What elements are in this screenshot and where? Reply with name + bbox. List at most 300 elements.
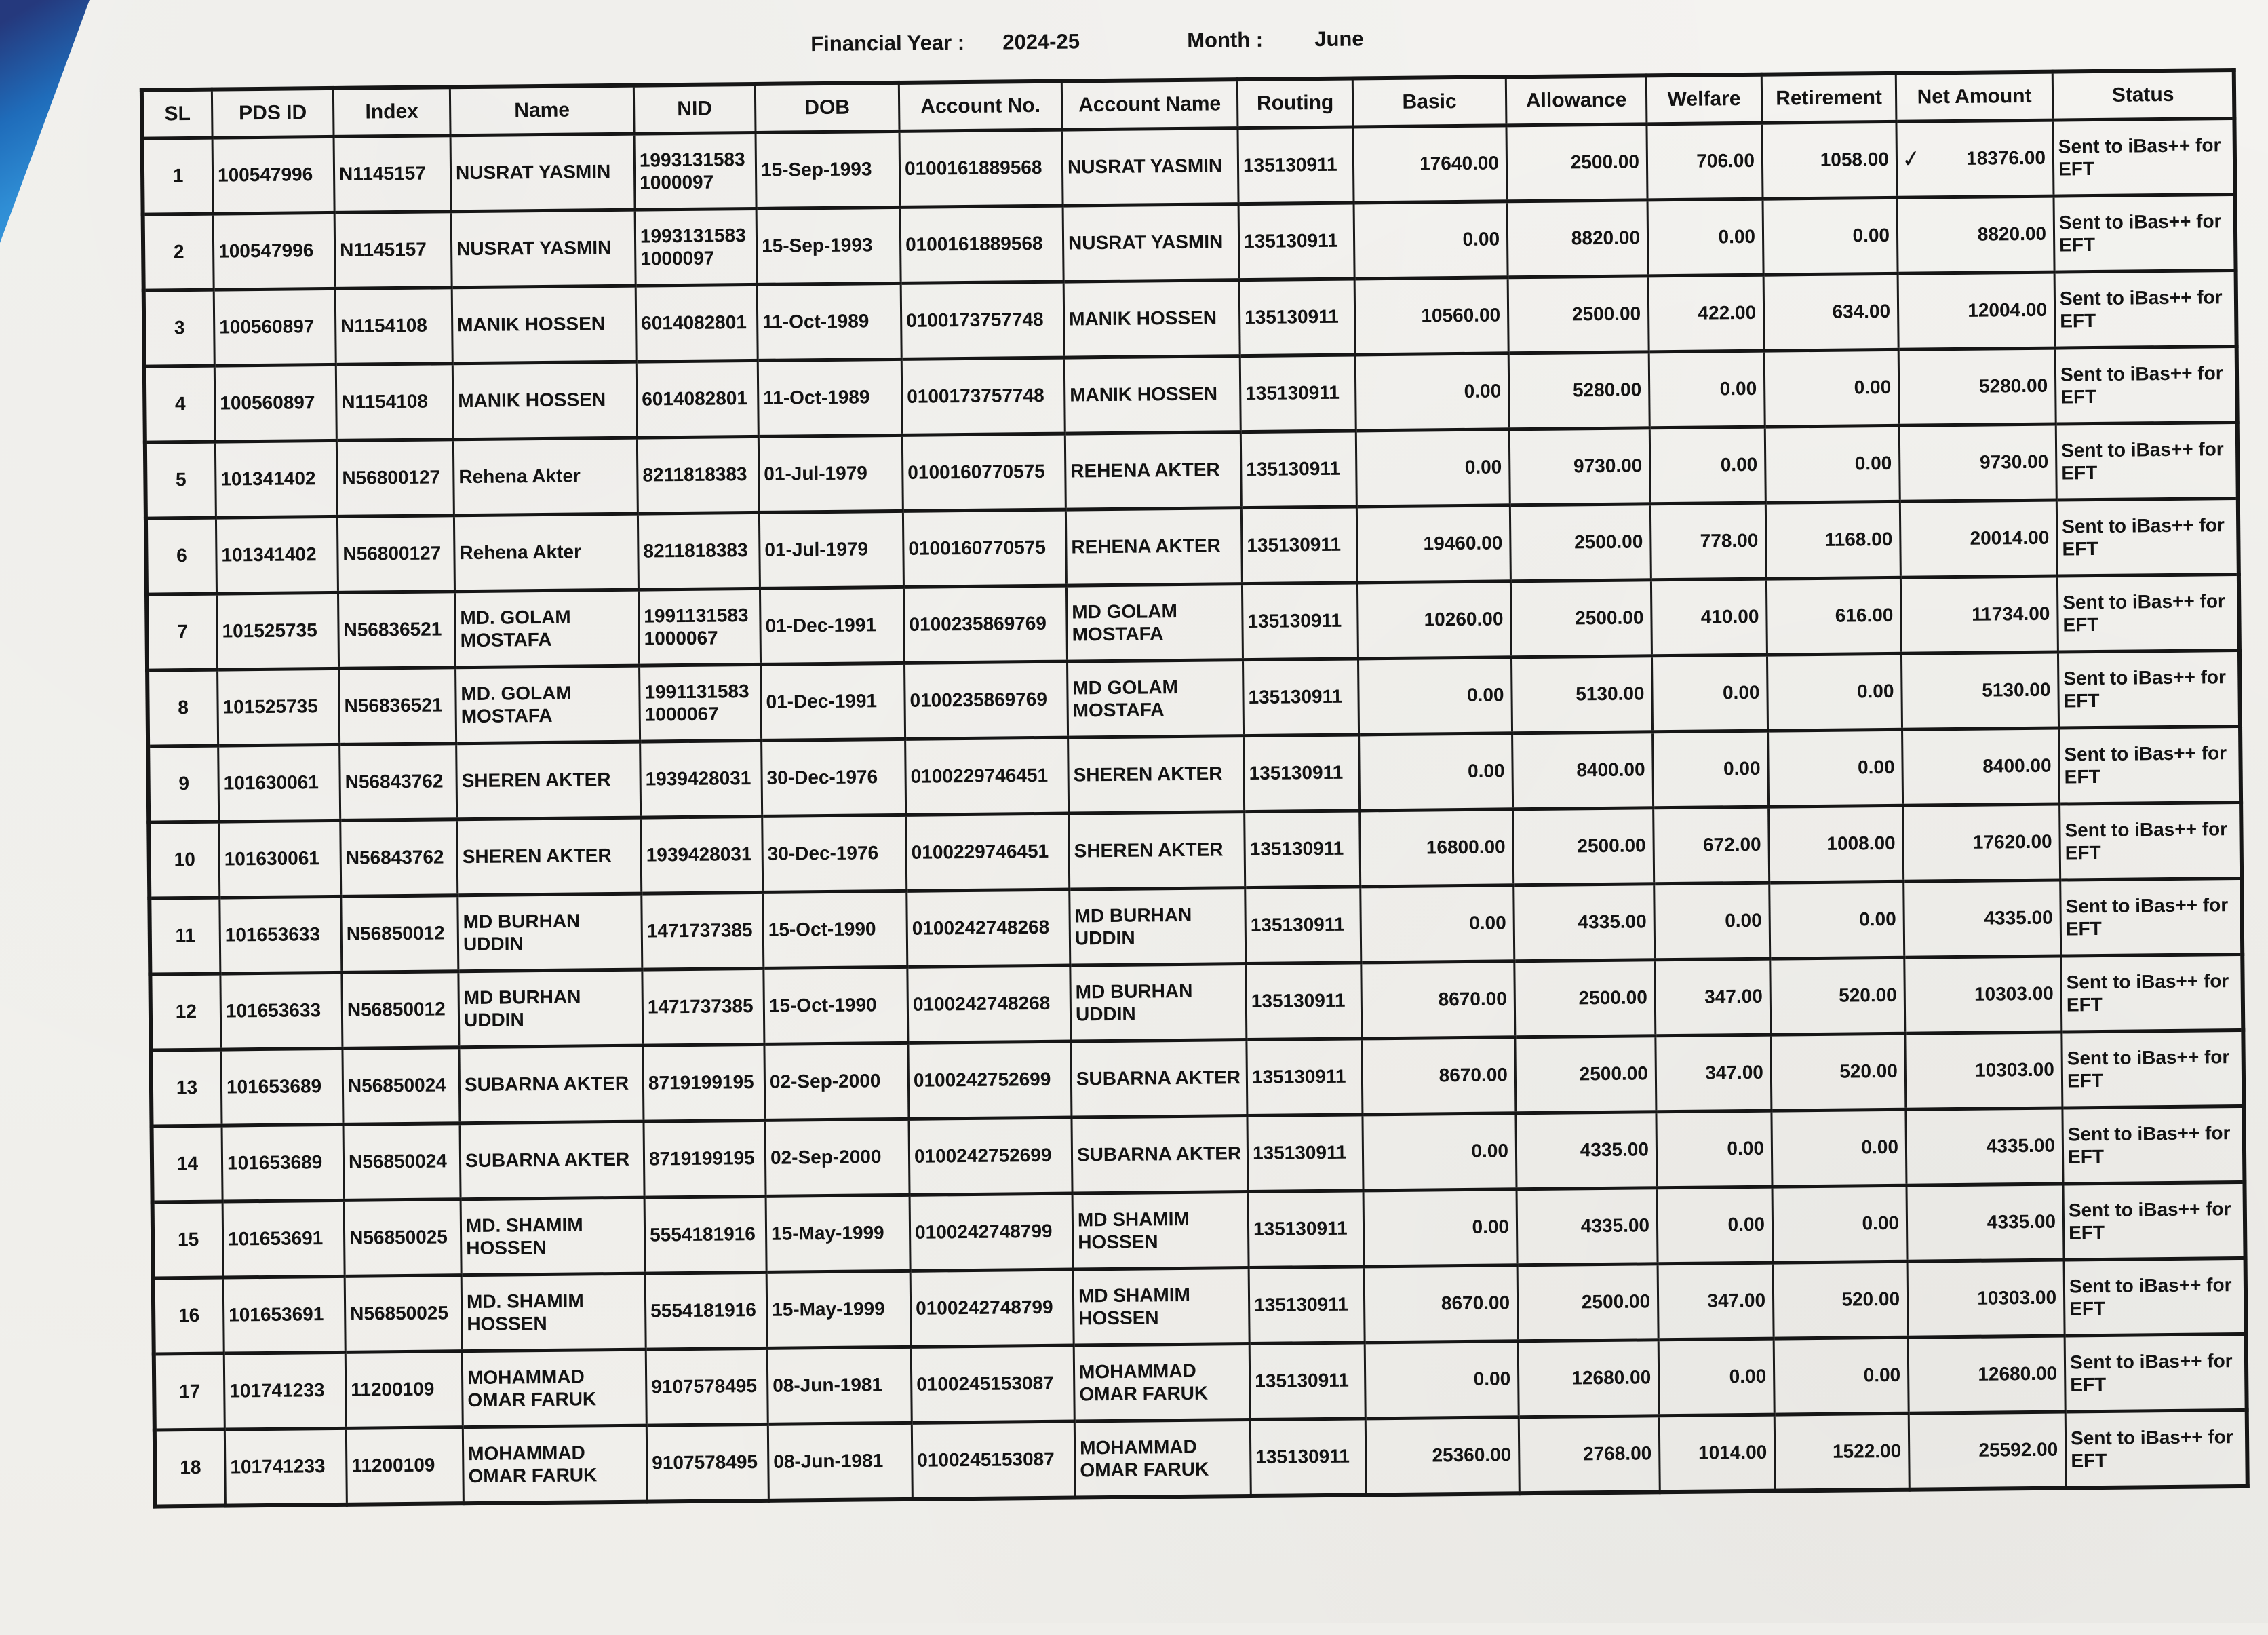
cell-nid: 6014082801 bbox=[636, 284, 758, 362]
cell-net bbox=[1902, 728, 2060, 805]
cell-basic: 17640.00 bbox=[1353, 126, 1507, 203]
cell-nid: 5554181916 bbox=[644, 1196, 766, 1273]
net-amount-value: 25592.00 bbox=[1978, 1438, 2058, 1461]
checkmark-icon bbox=[1902, 234, 1920, 237]
cell-account_no: 0100242748799 bbox=[910, 1193, 1073, 1271]
cell-account_no: 0100160770575 bbox=[903, 509, 1066, 587]
cell-account_no: 0100242748799 bbox=[910, 1269, 1074, 1347]
cell-account_no: 0100242752699 bbox=[909, 1117, 1072, 1195]
cell-account_no: 0100242748268 bbox=[907, 965, 1071, 1043]
cell-allowance: 2500.00 bbox=[1517, 1264, 1658, 1341]
net-amount-value: 18376.00 bbox=[1966, 147, 2046, 170]
cell-welfare: 672.00 bbox=[1654, 807, 1770, 884]
cell-dob: 30-Dec-1976 bbox=[762, 815, 907, 892]
cell-index: N56836521 bbox=[338, 592, 455, 669]
cell-routing: 135130911 bbox=[1248, 1191, 1364, 1268]
net-amount-value: 4335.00 bbox=[1987, 1210, 2056, 1233]
cell-index: N1145157 bbox=[334, 212, 452, 289]
cell-allowance: 2768.00 bbox=[1519, 1416, 1660, 1493]
cell-account_name: SHEREN AKTER bbox=[1068, 736, 1245, 813]
cell-basic: 0.00 bbox=[1356, 429, 1510, 507]
checkmark-icon bbox=[1914, 1450, 1932, 1453]
cell-status: Sent to iBas++ for EFT bbox=[2054, 195, 2236, 273]
cell-sl: 16 bbox=[153, 1277, 224, 1354]
cell-status: Sent to iBas++ for EFT bbox=[2065, 1410, 2248, 1488]
cell-allowance: 8820.00 bbox=[1507, 200, 1648, 277]
cell-routing: 135130911 bbox=[1249, 1267, 1365, 1344]
cell-nid: 8211818383 bbox=[638, 512, 760, 590]
checkmark-icon bbox=[1904, 462, 1922, 465]
cell-nid: 1471737385 bbox=[642, 892, 764, 969]
cell-basic: 8670.00 bbox=[1362, 1037, 1516, 1115]
cell-basic: 0.00 bbox=[1358, 657, 1512, 735]
cell-routing: 135130911 bbox=[1244, 735, 1360, 812]
cell-net bbox=[1904, 956, 2062, 1033]
cell-retirement: 0.00 bbox=[1765, 425, 1900, 503]
column-header-net: Net Amount bbox=[1896, 72, 2053, 122]
cell-allowance: 5280.00 bbox=[1508, 352, 1649, 429]
cell-account_no: 0100173757748 bbox=[901, 358, 1065, 435]
checkmark-icon bbox=[1907, 614, 1924, 617]
cell-pds_id: 101630061 bbox=[219, 820, 341, 898]
cell-sl: 3 bbox=[144, 290, 215, 366]
cell-name: MANIK HOSSEN bbox=[452, 286, 636, 364]
checkmark-icon bbox=[1913, 1374, 1931, 1377]
cell-basic: 8670.00 bbox=[1364, 1265, 1518, 1343]
cell-pds_id: 101653633 bbox=[220, 972, 343, 1050]
cell-index: N1154108 bbox=[336, 364, 453, 441]
cell-welfare: 347.00 bbox=[1655, 959, 1771, 1036]
cell-dob: 01-Jul-1979 bbox=[759, 511, 903, 588]
column-header-index: Index bbox=[333, 87, 450, 136]
cell-basic: 19460.00 bbox=[1356, 505, 1510, 583]
cell-pds_id: 100560897 bbox=[214, 364, 336, 442]
cell-sl: 12 bbox=[150, 974, 221, 1050]
cell-allowance: 2500.00 bbox=[1514, 960, 1656, 1037]
cell-allowance: 5130.00 bbox=[1511, 656, 1652, 733]
cell-welfare: 0.00 bbox=[1647, 199, 1763, 276]
cell-nid: 1471737385 bbox=[642, 968, 764, 1045]
cell-sl: 18 bbox=[155, 1429, 226, 1506]
cell-retirement: 0.00 bbox=[1764, 349, 1899, 427]
cell-routing: 135130911 bbox=[1249, 1343, 1365, 1420]
cell-retirement: 616.00 bbox=[1766, 577, 1901, 655]
cell-status: Sent to iBas++ for EFT bbox=[2061, 954, 2244, 1032]
cell-routing: 135130911 bbox=[1245, 811, 1361, 888]
cell-retirement: 520.00 bbox=[1773, 1261, 1908, 1339]
document-header bbox=[0, 0, 2261, 56]
cell-index: N56850024 bbox=[343, 1047, 460, 1125]
cell-dob: 15-Sep-1993 bbox=[756, 207, 901, 284]
checkmark-icon bbox=[1907, 690, 1925, 693]
cell-pds_id: 101741233 bbox=[224, 1352, 346, 1429]
cell-allowance: 4335.00 bbox=[1516, 1112, 1657, 1189]
cell-pds_id: 100547996 bbox=[212, 136, 334, 214]
cell-basic: 0.00 bbox=[1363, 1189, 1517, 1267]
cell-pds_id: 101525735 bbox=[216, 592, 338, 670]
cell-nid: 9107578495 bbox=[646, 1424, 768, 1501]
cell-sl: 2 bbox=[143, 214, 214, 290]
cell-routing: 135130911 bbox=[1243, 659, 1359, 736]
net-amount-value: 20014.00 bbox=[1970, 526, 2050, 550]
net-amount-value: 8820.00 bbox=[1977, 223, 2047, 245]
cell-account_name: SHEREN AKTER bbox=[1069, 812, 1245, 889]
financial-year-label: Financial Year : bbox=[810, 30, 965, 56]
cell-status: Sent to iBas++ for EFT bbox=[2060, 878, 2243, 956]
cell-welfare: 0.00 bbox=[1656, 1111, 1772, 1188]
cell-dob: 02-Sep-2000 bbox=[765, 1119, 910, 1196]
cell-status: Sent to iBas++ for EFT bbox=[2055, 347, 2237, 425]
cell-dob: 08-Jun-1981 bbox=[768, 1423, 912, 1501]
cell-dob: 01-Dec-1991 bbox=[761, 663, 905, 740]
cell-retirement: 1168.00 bbox=[1765, 501, 1900, 579]
payroll-table bbox=[140, 68, 2250, 1509]
cell-sl: 5 bbox=[145, 442, 216, 518]
cell-welfare: 1014.00 bbox=[1659, 1415, 1775, 1492]
cell-status: Sent to iBas++ for EFT bbox=[2053, 119, 2235, 197]
cell-account_name: NUSRAT YASMIN bbox=[1063, 204, 1239, 282]
cell-pds_id: 101741233 bbox=[224, 1428, 347, 1505]
cell-dob: 11-Oct-1989 bbox=[757, 283, 901, 360]
cell-name: MD. GOLAM MOSTAFA bbox=[456, 666, 640, 744]
financial-year-value: 2024-25 bbox=[1002, 29, 1080, 54]
cell-sl: 10 bbox=[149, 822, 220, 898]
cell-index: 11200109 bbox=[345, 1351, 463, 1429]
cell-name: MANIK HOSSEN bbox=[452, 362, 637, 440]
cell-routing: 135130911 bbox=[1246, 963, 1362, 1040]
cell-sl: 14 bbox=[152, 1126, 223, 1202]
cell-retirement: 634.00 bbox=[1763, 273, 1898, 351]
cell-index: N56843762 bbox=[340, 744, 457, 821]
cell-allowance: 2500.00 bbox=[1513, 808, 1654, 885]
cell-basic: 0.00 bbox=[1361, 885, 1514, 963]
cell-account_no: 0100245153087 bbox=[911, 1345, 1074, 1423]
cell-status: Sent to iBas++ for EFT bbox=[2056, 499, 2239, 577]
cell-basic: 0.00 bbox=[1355, 353, 1509, 431]
checkmark-icon bbox=[1911, 1070, 1928, 1073]
cell-name: SHEREN AKTER bbox=[456, 742, 641, 820]
cell-allowance: 2500.00 bbox=[1510, 580, 1651, 657]
cell-pds_id: 101653689 bbox=[221, 1048, 343, 1126]
cell-welfare: 0.00 bbox=[1657, 1187, 1773, 1264]
cell-account_no: 0100235869769 bbox=[905, 661, 1068, 739]
cell-allowance: 12680.00 bbox=[1518, 1340, 1659, 1417]
cell-nid: 1939428031 bbox=[640, 740, 762, 818]
cell-allowance: 8400.00 bbox=[1512, 732, 1654, 809]
net-amount-value: 5280.00 bbox=[1978, 374, 2048, 397]
cell-name: MD. GOLAM MOSTAFA bbox=[454, 590, 639, 668]
cell-sl: 11 bbox=[149, 898, 220, 974]
cell-sl: 15 bbox=[153, 1201, 224, 1278]
cell-net bbox=[1898, 272, 2055, 349]
cell-index: N56836521 bbox=[339, 668, 456, 745]
cell-name: NUSRAT YASMIN bbox=[450, 134, 635, 212]
cell-index: N56850012 bbox=[342, 972, 459, 1049]
cell-routing: 135130911 bbox=[1247, 1115, 1363, 1192]
cell-basic: 10260.00 bbox=[1357, 581, 1511, 659]
cell-retirement: 0.00 bbox=[1770, 881, 1904, 959]
cell-sl: 17 bbox=[154, 1353, 225, 1430]
payroll-table-body bbox=[142, 119, 2248, 1507]
cell-dob: 15-Oct-1990 bbox=[764, 967, 908, 1044]
checkmark-icon bbox=[1910, 994, 1928, 997]
cell-pds_id: 100547996 bbox=[213, 212, 335, 290]
cell-net bbox=[1905, 1032, 2062, 1109]
cell-status: Sent to iBas++ for EFT bbox=[2058, 650, 2240, 728]
cell-pds_id: 101630061 bbox=[218, 744, 340, 822]
cell-net bbox=[1899, 424, 2056, 501]
cell-dob: 01-Jul-1979 bbox=[758, 435, 903, 512]
cell-routing: 135130911 bbox=[1240, 355, 1356, 432]
cell-sl: 8 bbox=[147, 670, 218, 746]
cell-account_no: 0100242752699 bbox=[908, 1041, 1072, 1119]
checkmark-icon bbox=[1903, 310, 1921, 313]
net-amount-value: 12680.00 bbox=[1978, 1362, 2058, 1385]
cell-net bbox=[1908, 1336, 2065, 1413]
cell-retirement: 0.00 bbox=[1768, 729, 1903, 807]
cell-account_no: 0100229746451 bbox=[905, 737, 1069, 815]
cell-account_no: 0100242748268 bbox=[907, 889, 1070, 967]
cell-welfare: 778.00 bbox=[1650, 503, 1766, 580]
checkmark-icon bbox=[1911, 1146, 1929, 1149]
cell-sl: 13 bbox=[151, 1050, 222, 1126]
cell-routing: 135130911 bbox=[1245, 887, 1361, 964]
cell-account_name: NUSRAT YASMIN bbox=[1062, 128, 1238, 206]
cell-index: N56850025 bbox=[345, 1275, 462, 1353]
cell-dob: 08-Jun-1981 bbox=[767, 1347, 912, 1424]
cell-welfare: 0.00 bbox=[1649, 351, 1765, 428]
cell-retirement: 1008.00 bbox=[1769, 805, 1904, 883]
cell-pds_id: 101653691 bbox=[223, 1276, 345, 1353]
cell-net bbox=[1897, 196, 2054, 273]
column-header-status: Status bbox=[2052, 70, 2234, 120]
cell-pds_id: 101341402 bbox=[216, 516, 338, 594]
cell-pds_id: 101341402 bbox=[215, 440, 337, 518]
cell-allowance: 4335.00 bbox=[1514, 884, 1655, 961]
cell-nid: 1993131583 1000097 bbox=[635, 208, 757, 286]
cell-name: SUBARNA AKTER bbox=[459, 1045, 644, 1123]
cell-name: NUSRAT YASMIN bbox=[451, 210, 636, 288]
cell-name: MOHAMMAD OMAR FARUK bbox=[463, 1425, 647, 1503]
cell-index: N56850012 bbox=[341, 896, 458, 973]
cell-pds_id: 101653691 bbox=[222, 1200, 345, 1277]
net-amount-value: 17620.00 bbox=[1972, 830, 2052, 853]
cell-net bbox=[1909, 1412, 2066, 1490]
cell-name: Rehena Akter bbox=[453, 438, 638, 516]
cell-nid: 5554181916 bbox=[645, 1272, 767, 1349]
cell-allowance: 4335.00 bbox=[1517, 1188, 1658, 1265]
cell-allowance: 2500.00 bbox=[1510, 504, 1651, 581]
net-amount-value: 10303.00 bbox=[1974, 1058, 2055, 1081]
cell-dob: 15-May-1999 bbox=[766, 1195, 910, 1272]
cell-index: N56843762 bbox=[340, 820, 458, 897]
cell-nid: 6014082801 bbox=[636, 360, 758, 438]
net-amount-value: 12004.00 bbox=[1968, 299, 2048, 322]
net-amount-value: 8400.00 bbox=[1982, 754, 2052, 777]
cell-retirement: 0.00 bbox=[1772, 1109, 1907, 1187]
cell-dob: 01-Dec-1991 bbox=[760, 587, 904, 664]
cell-basic: 0.00 bbox=[1354, 201, 1508, 279]
cell-sl: 6 bbox=[146, 518, 217, 594]
column-header-routing: Routing bbox=[1237, 79, 1353, 128]
cell-nid: 1993131583 1000097 bbox=[634, 132, 756, 210]
cell-net bbox=[1901, 652, 2058, 729]
net-amount-value: 10303.00 bbox=[1974, 982, 2054, 1005]
cell-status: Sent to iBas++ for EFT bbox=[2056, 423, 2238, 501]
cell-retirement: 0.00 bbox=[1763, 197, 1898, 275]
cell-account_name: MD GOLAM MOSTAFA bbox=[1068, 660, 1244, 737]
cell-basic: 16800.00 bbox=[1360, 809, 1514, 887]
cell-nid: 8211818383 bbox=[637, 436, 759, 514]
cell-account_name: MD BURHAN UDDIN bbox=[1070, 888, 1246, 965]
cell-account_name: MD SHAMIM HOSSEN bbox=[1073, 1268, 1249, 1345]
cell-name: Rehena Akter bbox=[454, 514, 638, 592]
cell-welfare: 347.00 bbox=[1656, 1035, 1772, 1112]
cell-nid: 1991131583 1000067 bbox=[640, 664, 762, 742]
cell-sl: 9 bbox=[148, 746, 219, 822]
cell-routing: 135130911 bbox=[1247, 1039, 1363, 1116]
cell-account_name: SUBARNA AKTER bbox=[1071, 1040, 1247, 1117]
checkmark-icon bbox=[1904, 386, 1921, 389]
net-amount-value: 4335.00 bbox=[1986, 1134, 2056, 1157]
cell-name: SHEREN AKTER bbox=[457, 818, 642, 896]
column-header-name: Name bbox=[450, 85, 634, 136]
cell-sl: 7 bbox=[146, 594, 218, 670]
cell-welfare: 0.00 bbox=[1653, 731, 1769, 808]
cell-retirement: 520.00 bbox=[1771, 1033, 1906, 1111]
column-header-retirement: Retirement bbox=[1761, 73, 1896, 123]
column-header-dob: DOB bbox=[755, 83, 899, 133]
cell-name: MD. SHAMIM HOSSEN bbox=[461, 1197, 645, 1275]
cell-account_no: 0100235869769 bbox=[903, 585, 1067, 663]
cell-retirement: 1058.00 bbox=[1762, 121, 1897, 199]
cell-allowance: 9730.00 bbox=[1509, 428, 1650, 505]
cell-name: MD. SHAMIM HOSSEN bbox=[461, 1273, 646, 1351]
cell-status: Sent to iBas++ for EFT bbox=[2057, 574, 2240, 652]
cell-routing: 135130911 bbox=[1241, 507, 1357, 584]
checkmark-icon: ✓ bbox=[1900, 145, 1923, 174]
cell-account_name: MANIK HOSSEN bbox=[1063, 280, 1240, 358]
cell-pds_id: 101653689 bbox=[222, 1124, 344, 1201]
cell-welfare: 410.00 bbox=[1651, 579, 1767, 656]
cell-routing: 135130911 bbox=[1250, 1419, 1366, 1496]
cell-net bbox=[1900, 500, 2057, 577]
cell-account_name: SUBARNA AKTER bbox=[1072, 1116, 1248, 1193]
cell-account_no: 0100173757748 bbox=[901, 282, 1064, 359]
cell-dob: 15-May-1999 bbox=[766, 1271, 911, 1348]
column-header-account_no: Account No. bbox=[899, 81, 1062, 132]
checkmark-icon bbox=[1908, 766, 1925, 769]
cell-status: Sent to iBas++ for EFT bbox=[2062, 1030, 2244, 1108]
cell-status: Sent to iBas++ for EFT bbox=[2059, 726, 2242, 804]
cell-welfare: 0.00 bbox=[1658, 1339, 1774, 1416]
cell-nid: 1939428031 bbox=[641, 816, 763, 893]
cell-basic: 0.00 bbox=[1363, 1113, 1517, 1191]
cell-account_no: 0100229746451 bbox=[906, 813, 1070, 891]
cell-account_name: MD SHAMIM HOSSEN bbox=[1072, 1192, 1249, 1269]
cell-net bbox=[1900, 576, 2058, 653]
cell-sl: 1 bbox=[142, 138, 214, 214]
cell-retirement: 0.00 bbox=[1774, 1337, 1909, 1415]
checkmark-icon bbox=[1913, 1298, 1930, 1301]
net-amount-value: 11734.00 bbox=[1972, 602, 2050, 626]
cell-index: N56850024 bbox=[343, 1123, 461, 1201]
month-label: Month : bbox=[1187, 27, 1264, 52]
cell-allowance: 2500.00 bbox=[1506, 124, 1647, 201]
cell-net bbox=[1907, 1260, 2065, 1337]
cell-dob: 11-Oct-1989 bbox=[758, 359, 902, 436]
cell-net bbox=[1903, 804, 2060, 881]
cell-dob: 30-Dec-1976 bbox=[762, 739, 906, 816]
cell-allowance: 2500.00 bbox=[1515, 1036, 1656, 1113]
cell-account_name: MOHAMMAD OMAR FARUK bbox=[1074, 1344, 1250, 1421]
cell-routing: 135130911 bbox=[1240, 431, 1356, 508]
cell-retirement: 0.00 bbox=[1772, 1185, 1907, 1263]
checkmark-icon bbox=[1912, 1222, 1930, 1225]
net-amount-value: 5130.00 bbox=[1982, 678, 2051, 701]
net-amount-value: 9730.00 bbox=[1979, 450, 2049, 473]
cell-nid: 9107578495 bbox=[646, 1348, 768, 1425]
cell-name: SUBARNA AKTER bbox=[460, 1121, 644, 1199]
cell-nid: 8719199195 bbox=[643, 1044, 765, 1121]
cell-name: MD BURHAN UDDIN bbox=[458, 893, 642, 972]
cell-allowance: 2500.00 bbox=[1508, 276, 1649, 353]
cell-basic: 10560.00 bbox=[1354, 277, 1508, 355]
cell-net bbox=[1904, 880, 2061, 957]
net-amount-value: 4335.00 bbox=[1984, 906, 2053, 929]
cell-net bbox=[1907, 1184, 2064, 1261]
cell-status: Sent to iBas++ for EFT bbox=[2063, 1182, 2246, 1260]
cell-welfare: 706.00 bbox=[1647, 123, 1763, 200]
month-value: June bbox=[1314, 26, 1364, 52]
cell-index: 11200109 bbox=[346, 1427, 463, 1505]
cell-net bbox=[1896, 120, 2054, 197]
cell-account_name: REHENA AKTER bbox=[1065, 508, 1242, 585]
column-header-nid: NID bbox=[633, 84, 756, 134]
cell-routing: 135130911 bbox=[1238, 203, 1354, 280]
cell-routing: 135130911 bbox=[1238, 127, 1354, 204]
cell-retirement: 1522.00 bbox=[1774, 1413, 1909, 1490]
cell-account_name: MD GOLAM MOSTAFA bbox=[1066, 584, 1243, 661]
cell-basic: 0.00 bbox=[1359, 733, 1513, 811]
cell-sl: 4 bbox=[144, 366, 216, 442]
cell-basic: 25360.00 bbox=[1365, 1417, 1519, 1495]
cell-account_no: 0100161889568 bbox=[899, 130, 1063, 207]
cell-account_name: MANIK HOSSEN bbox=[1064, 356, 1240, 434]
cell-dob: 15-Sep-1993 bbox=[756, 131, 900, 208]
cell-nid: 8719199195 bbox=[644, 1120, 766, 1197]
checkmark-icon bbox=[1905, 538, 1923, 541]
cell-index: N1145157 bbox=[334, 136, 451, 213]
cell-welfare: 0.00 bbox=[1651, 655, 1767, 732]
cell-name: MD BURHAN UDDIN bbox=[458, 969, 643, 1047]
column-header-sl: SL bbox=[142, 90, 212, 138]
cell-net bbox=[1906, 1108, 2063, 1185]
cell-index: N56800127 bbox=[337, 516, 454, 593]
cell-status: Sent to iBas++ for EFT bbox=[2064, 1258, 2246, 1336]
cell-status: Sent to iBas++ for EFT bbox=[2060, 802, 2242, 880]
cell-account_name: MD BURHAN UDDIN bbox=[1070, 964, 1247, 1041]
cell-account_no: 0100245153087 bbox=[912, 1421, 1075, 1499]
cell-welfare: 347.00 bbox=[1658, 1263, 1774, 1340]
cell-welfare: 422.00 bbox=[1648, 275, 1764, 352]
cell-pds_id: 101525735 bbox=[218, 668, 340, 746]
cell-index: N1154108 bbox=[335, 288, 452, 365]
cell-net bbox=[1898, 348, 2056, 425]
column-header-account_name: Account Name bbox=[1061, 79, 1238, 130]
cell-account_name: REHENA AKTER bbox=[1065, 432, 1241, 509]
cell-dob: 02-Sep-2000 bbox=[764, 1043, 909, 1120]
